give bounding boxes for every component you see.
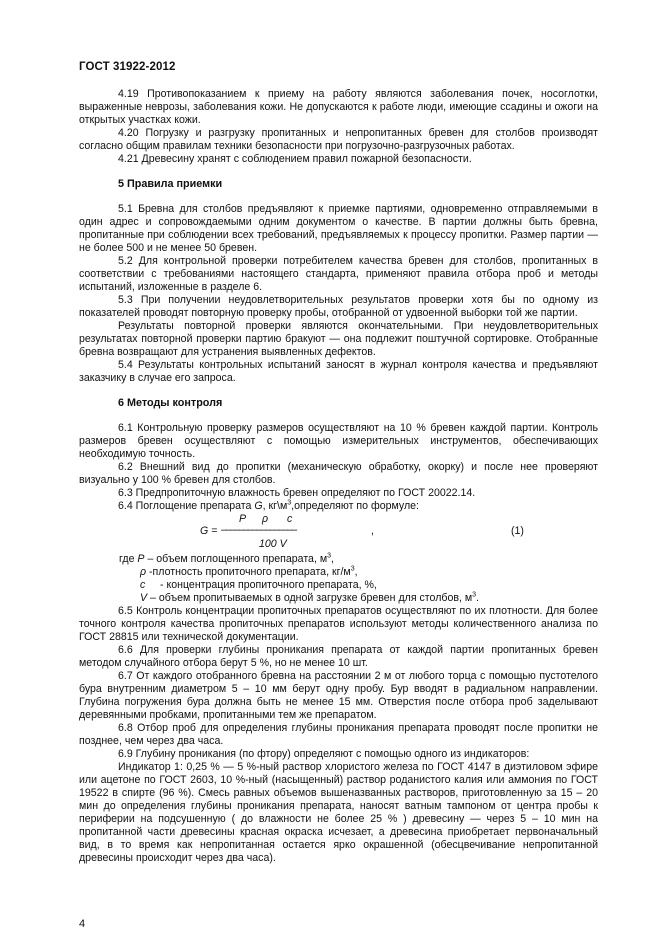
p64-text: 6.4 Поглощение препарата <box>118 500 252 512</box>
where-var-p: P <box>137 553 145 565</box>
where-v <box>79 592 598 605</box>
formula-num-p: P <box>239 513 247 525</box>
where-text-p: – объем поглощенного препарата, м <box>144 553 328 565</box>
document-body <box>79 88 598 865</box>
where-end-rho: , <box>354 566 358 578</box>
p64-var: G <box>254 500 263 512</box>
formula-lhs: G = <box>200 525 218 537</box>
paragraph-4-19: 4.19 Противопоказанием к приему на работу являются заболевания почек, носоглотки, выраженные неврозы, заболевания кожи. Не допускаются к работе люди, имеющие ссадины и ожоги на открытых участках кожи. <box>79 88 598 126</box>
where-p <box>79 553 598 566</box>
paragraph-5-2: 5.2 Для контрольной проверки потребителем качества бревен для столбов, пропитанных в соответствии с требованиями настоящего стандарта, применяют правила отбора проб и методы испытаний, изложенные в разделе 6. <box>79 255 598 293</box>
where-text-v: – объем пропитываемых в одной загрузке бревен для столбов, м <box>147 592 473 604</box>
p64-rest: ,определяют по формуле: <box>291 500 419 512</box>
paragraph-6-4 <box>79 500 598 513</box>
paragraph-6-2: 6.2 Внешний вид до пропитки (механическую обработку, окорку) и после нее проверяют визуально у 100 % бревен для столбов. <box>79 461 598 486</box>
document-header: ГОСТ 31922-2012 <box>79 61 176 73</box>
paragraph-6-7: 6.7 От каждого отобранного бревна на расстоянии 2 м от любого торца с помощью пустотелого бура внутренним диаметром 5 – 10 мм берут одну пробу. Бур вводят в радиальном направлении. Глубина погружения бура должна быть не менее 15 мм. Отверстия после отбора проб заделывают деревянными пробками, пропитанными тем же препаратом. <box>79 670 598 721</box>
where-var-c: c <box>140 579 146 591</box>
paragraph-5-3-results: Результаты повторной проверки являются окончательными. При неудовлетворительных результатах повторной проверки партию бракуют — она подлежит поштучной сортировке. Отобранные бревна возвращают для устранения выявленных дефектов. <box>79 320 598 358</box>
paragraph-4-20: 4.20 Погрузку и разгрузку пропитанных и непропитанных бревен для столбов производят согласно общим правилам техники безопасности при погрузочно-разгрузочных работах. <box>79 127 598 152</box>
where-sup-v: 3 <box>472 591 477 599</box>
where-c <box>79 579 598 592</box>
p64-sup: 3 <box>287 499 292 507</box>
formula-bar: ––––––––––––––––– <box>221 524 296 536</box>
page-number: 4 <box>79 918 86 930</box>
formula-number: (1) <box>511 525 524 537</box>
formula-num-rho: ρ <box>262 513 269 525</box>
formula-num-c: c <box>287 513 293 525</box>
paragraph-6-8: 6.8 Отбор проб для определения глубины проникания препарата проводят после пропитки не позднее, чем через два часа. <box>79 722 598 747</box>
where-end-v: . <box>476 592 479 604</box>
where-var-v: V <box>140 592 148 604</box>
formula-1 <box>79 513 598 553</box>
where-sup-rho: 3 <box>350 565 355 573</box>
section-6-heading: 6 Методы контроля <box>118 397 223 409</box>
formula-comma: , <box>371 525 374 537</box>
formula-den: 100 V <box>259 538 287 550</box>
where-rho <box>79 566 598 579</box>
paragraph-6-6: 6.6 Для проверки глубины проникания препарата от каждой партии пропитанных бревен методом случайного отбора берут 5 %, но не менее 10 шт. <box>79 644 598 669</box>
section-5-heading: 5 Правила приемки <box>118 178 223 190</box>
paragraph-5-4: 5.4 Результаты контрольных испытаний заносят в журнал контроля качества и предъявляют заказчику в случае его запроса. <box>79 359 598 384</box>
paragraph-6-3: 6.3 Предпропиточную влажность бревен определяют по ГОСТ 20022.14. <box>118 487 476 499</box>
paragraph-5-3: 5.3 При получении неудовлетворительных результатов проверки хотя бы по одному из показателей проводят повторную проверку пробы, отобранной от удвоенной выборки той же партии. <box>79 294 598 319</box>
where-sup-p: 3 <box>327 552 332 560</box>
paragraph-6-9: 6.9 Глубину проникания (по фтору) определяют с помощью одного из индикаторов: <box>118 748 530 760</box>
paragraph-6-5: 6.5 Контроль концентрации пропиточных препаратов осуществляют по их плотности. Для более точного контроля качества пропиточных препаратов используют методы количественного анализа по ГОСТ 28815 или технической документации. <box>79 605 598 643</box>
where-var-rho: ρ <box>140 566 147 578</box>
paragraph-indicator-1: Индикатор 1: 0,25 % — 5 %-ный раствор хлористого железа по ГОСТ 4147 в диэтиловом эфире или ацетоне по ГОСТ 2603, 10 %-ный (насыщенный) раствор роданистого калия или аммония по ГОСТ 19522 в спирте (96 %). Смесь равных объемов вышеназванных растворов, приготовленную за 15 – 20 мин до определения глубины проникания препарата, наносят ватным тампоном от центра пробы к периферии на подсушенную ( до влажности не более 25 % ) древесину — через 5 – 10 мин на пропитанной части древесины красная окраска исчезает, а древесина приобретает первоначальный вид, в то время как непропитанная остается ярко окрашенной (обесцвечивание непропитанной древесины происходит через два часа). <box>79 761 598 864</box>
where-text-rho: -плотность пропиточного препарата, кг/м <box>146 566 351 578</box>
paragraph-4-21: 4.21 Древесину хранят с соблюдением правил пожарной безопасности. <box>118 153 472 165</box>
paragraph-5-1: 5.1 Бревна для столбов предъявляют к приемке партиями, одновременно отправляемыми в один адрес и сопровождаемыми одним документом о качестве. В партии должны быть бревна, пропитанные при соблюдении всех требований, предъявляемых к процессу пропитки. Размер партии — не более 500 и не менее 50 бревен. <box>79 203 598 254</box>
p64-unit: , кг\м <box>262 500 288 512</box>
where-text-c: - концентрация пропиточного препарата, %, <box>145 579 377 591</box>
where-end-p: , <box>331 553 334 565</box>
paragraph-6-1: 6.1 Контрольную проверку размеров осуществляют на 10 % бревен каждой партии. Контроль размеров бревен осуществляют с помощью измерительных инструментов, обеспечивающих необходимую точность. <box>79 422 598 460</box>
where-word: где <box>119 553 135 565</box>
